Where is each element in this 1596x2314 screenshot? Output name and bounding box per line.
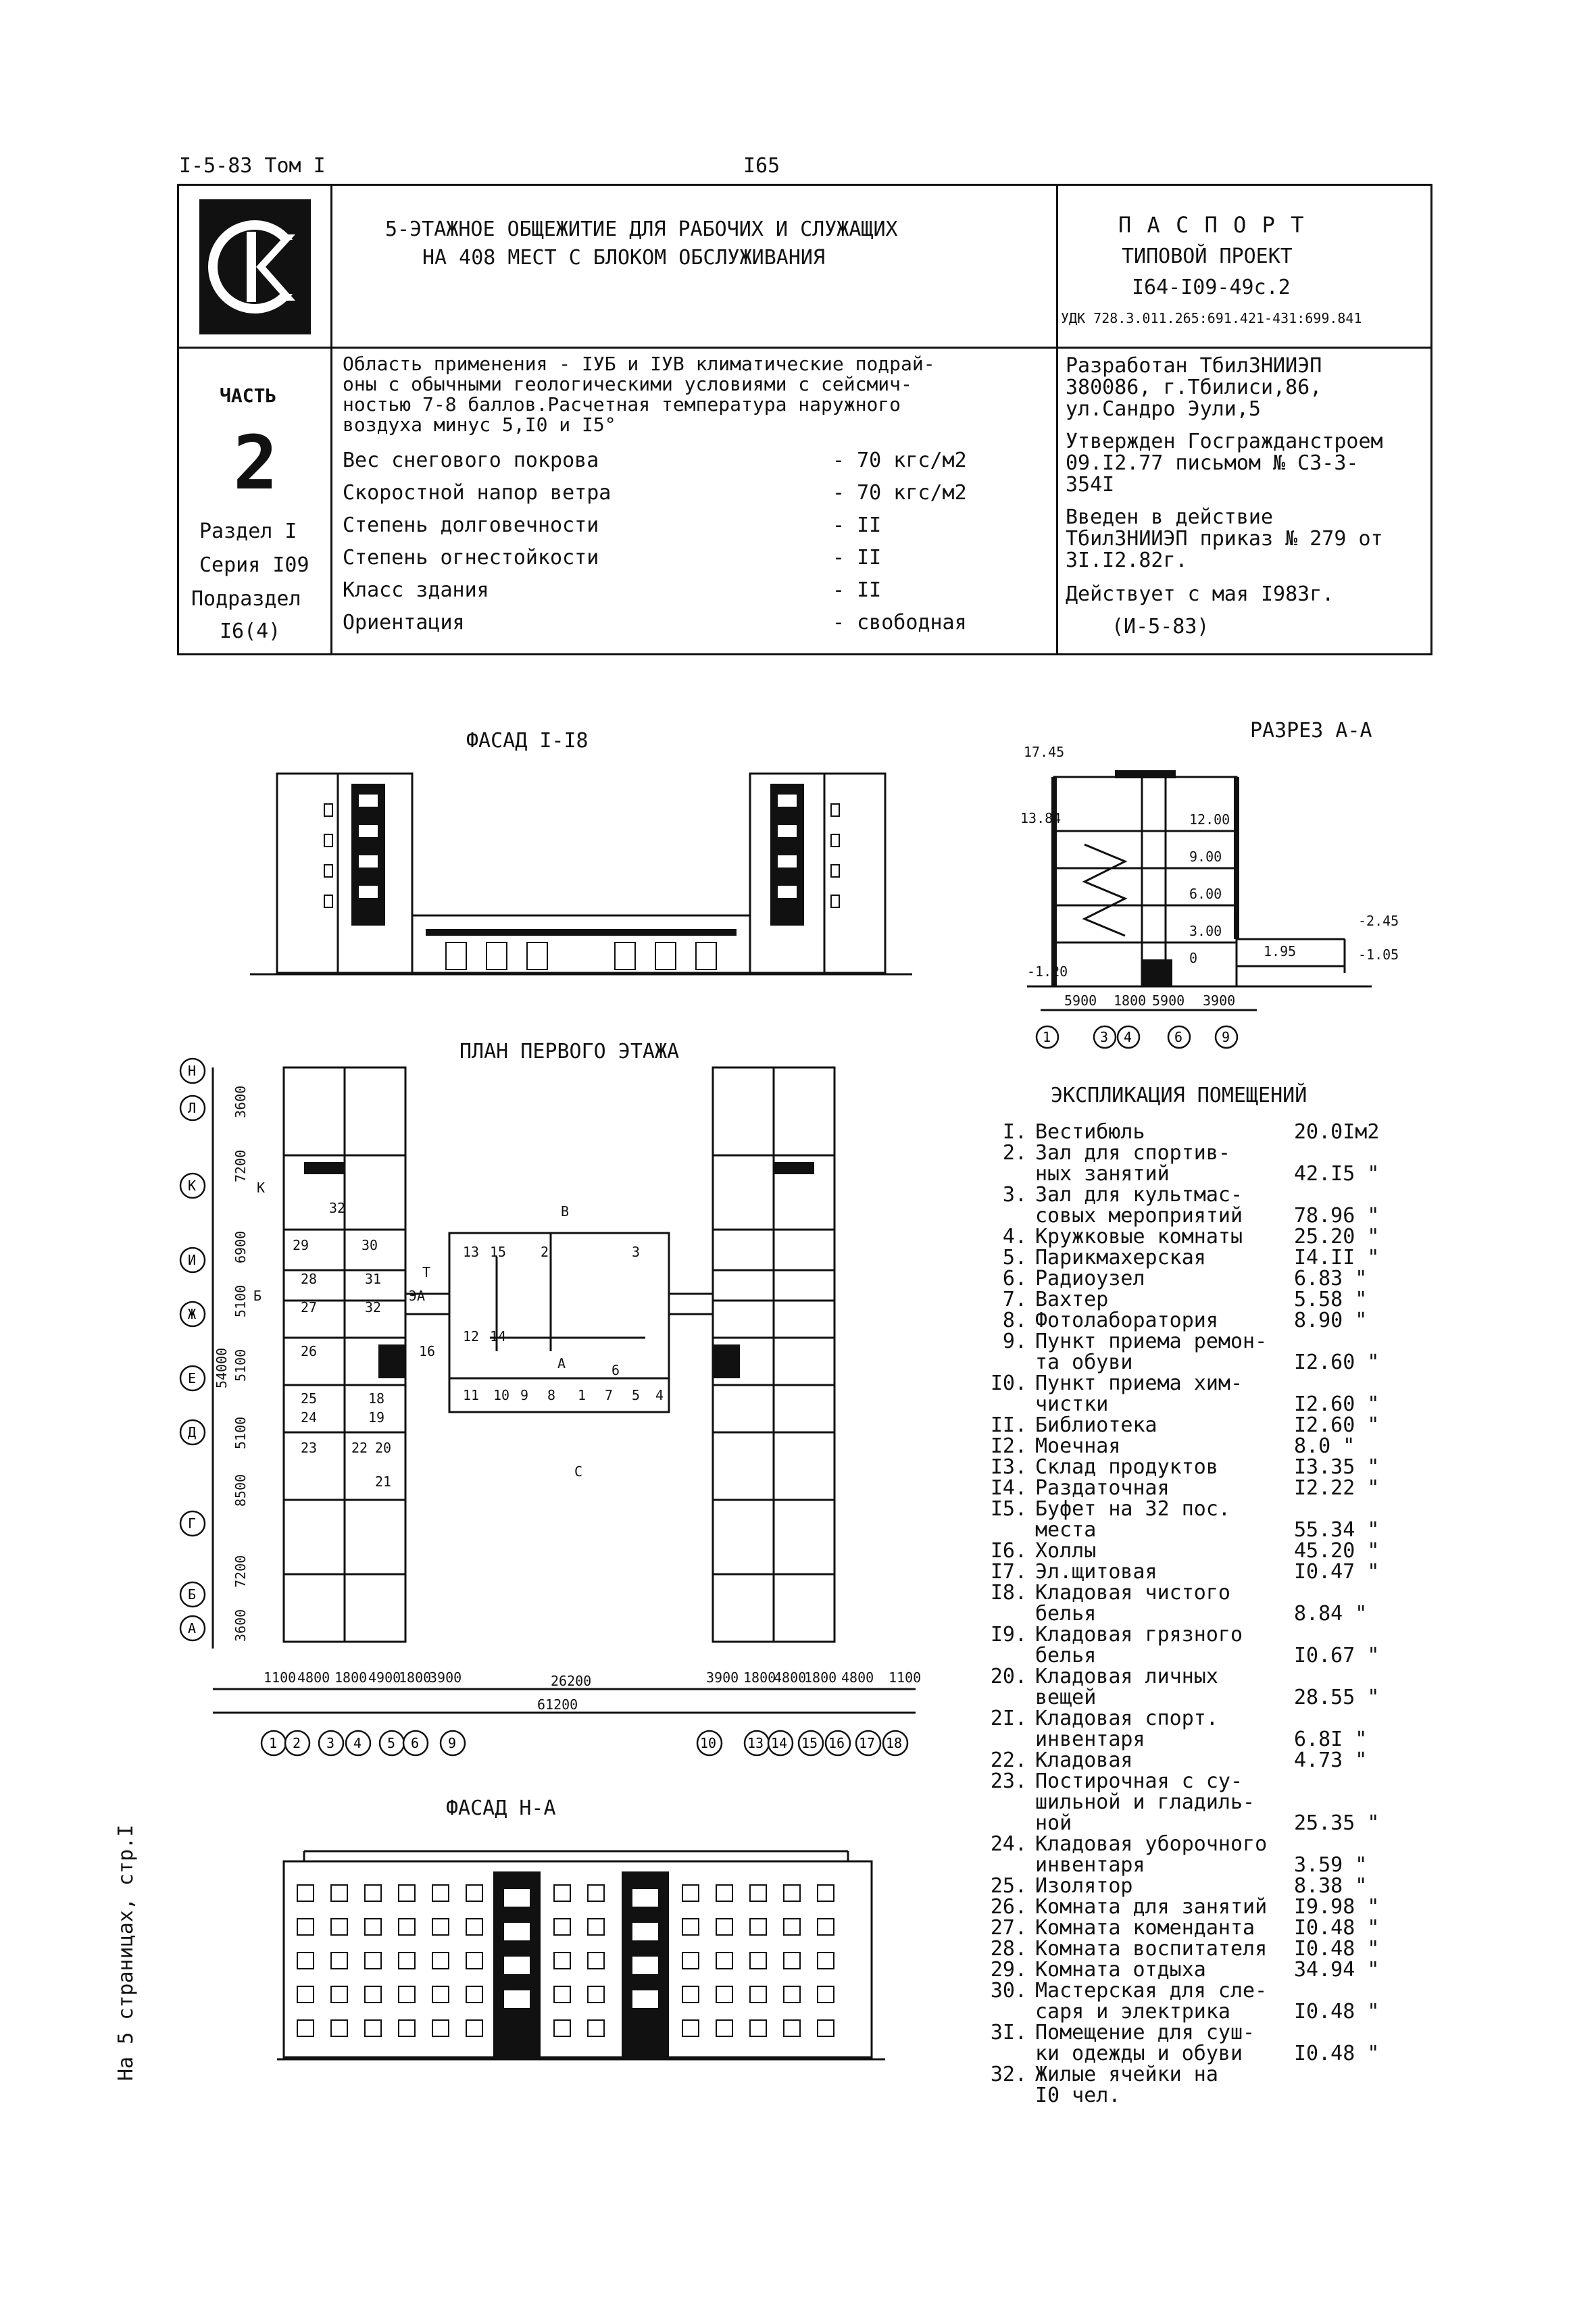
room-number: 16 [419, 1343, 436, 1359]
axis-label: 4 [1124, 1029, 1132, 1045]
plan-dim: 5100 [232, 1416, 249, 1449]
explication-name: Холлы [1035, 1539, 1097, 1563]
param-value: - II [832, 513, 882, 537]
explication-area: 3.59 " [1294, 1853, 1368, 1877]
explication-area: I9.98 " [1294, 1895, 1380, 1919]
explication-area: I0.67 " [1294, 1644, 1380, 1667]
plan-dim: 3600 [232, 1085, 249, 1118]
explication-name: Кружковые комнаты [1035, 1225, 1243, 1249]
section-dim: 5900 [1064, 992, 1097, 1009]
room-number: 7 [605, 1387, 614, 1403]
explication-name: места [1035, 1518, 1097, 1542]
explication-area: I2.60 " [1294, 1351, 1380, 1374]
explication-number: I7. [990, 1560, 1027, 1584]
explication-name: Склад продуктов [1035, 1455, 1218, 1479]
page-number: I65 [743, 154, 780, 178]
explication-area: I0.47 " [1294, 1560, 1380, 1584]
room-number: 19 [368, 1409, 385, 1426]
explication-name: Эл.щитовая [1035, 1560, 1157, 1584]
explication-area: 55.34 " [1294, 1518, 1380, 1542]
explication-number: 25. [990, 1874, 1027, 1898]
axis-label: Е [188, 1370, 197, 1386]
plan-dim: 4800 [774, 1669, 807, 1686]
explication-number: I8. [990, 1581, 1027, 1605]
plan-title: ПЛАН ПЕРВОГО ЭТАЖА [459, 1040, 680, 1063]
passport-heading: П А С П О Р Т [1118, 212, 1305, 238]
explication-name: Кладовая чистого [1035, 1581, 1230, 1605]
axis-label: 3 [326, 1735, 335, 1751]
introduced-line2: ТбилЗНИИЭП приказ № 279 от [1066, 527, 1383, 551]
approved-line2: 09.I2.77 письмом № СЗ-3- [1066, 451, 1359, 475]
explication-name: Зал для спортив- [1035, 1141, 1230, 1165]
explication-area: 25.20 " [1294, 1225, 1380, 1249]
explication-name: Комната для занятий [1035, 1895, 1268, 1919]
room-number: 3 [632, 1244, 641, 1260]
axis-label: Б [188, 1586, 197, 1603]
explication-name: Постирочная с су- [1035, 1769, 1243, 1793]
explication-name: Кладовая [1035, 1749, 1133, 1772]
facade-1-18-title: ФАСАД I-I8 [466, 729, 589, 753]
explication-area: 5.58 " [1294, 1288, 1368, 1311]
explication-name: шильной и гладиль- [1035, 1790, 1255, 1814]
plan-dim: 1100 [889, 1669, 922, 1686]
plan-dim: 5100 [232, 1284, 249, 1317]
explication-area: 4.73 " [1294, 1749, 1368, 1772]
document-code: I-5-83 Том I [179, 154, 326, 178]
explication-name: ной [1035, 1811, 1072, 1835]
param-value: - II [832, 546, 882, 570]
scope-line4: воздуха минус 5,I0 и I5° [343, 413, 616, 436]
explication-number: 27. [990, 1916, 1027, 1940]
room-number: 15 [490, 1244, 507, 1260]
developer-line3: ул.Сандро Эули,5 [1066, 397, 1261, 421]
room-label: Т [422, 1264, 431, 1280]
explication-number: I. [1002, 1120, 1027, 1144]
explication-number: 9. [1002, 1330, 1027, 1353]
explication-name: Буфет на 32 пос. [1035, 1497, 1230, 1521]
explication-name: I0 чел. [1035, 2084, 1121, 2107]
explication-name: совых мероприятий [1035, 1204, 1243, 1228]
section-dim: 3900 [1203, 992, 1236, 1009]
axis-label: 4 [353, 1735, 362, 1751]
section-mark: -2.45 [1358, 913, 1399, 929]
plan-dim: 8500 [232, 1474, 249, 1507]
explication-name: Моечная [1035, 1434, 1121, 1458]
section-mark: 6.00 [1189, 886, 1222, 902]
explication-area: 8.38 " [1294, 1874, 1368, 1898]
facade-n-a-drawing [277, 1844, 885, 2067]
param-name: Степень огнестойкости [343, 546, 599, 570]
explication-number: 4. [1002, 1225, 1027, 1249]
explication-name: Библиотека [1035, 1413, 1157, 1437]
room-label: А [557, 1355, 566, 1372]
plan-dim: 1800 [334, 1669, 368, 1686]
room-number: 20 [375, 1440, 392, 1456]
explication-name: вещей [1035, 1686, 1097, 1709]
first-floor-plan [172, 1054, 946, 1763]
section-dim: 5900 [1152, 992, 1185, 1009]
axis-label: 18 [886, 1735, 903, 1751]
axis-label: 6 [411, 1735, 420, 1751]
param-value: - свободная [832, 611, 967, 634]
axis-label: 16 [828, 1735, 845, 1751]
explication-name: Кладовая уборочного [1035, 1832, 1268, 1856]
param-value: - II [832, 578, 882, 602]
room-number: 26 [301, 1343, 318, 1359]
section-mark: 17.45 [1024, 744, 1065, 760]
explication-area: I2.22 " [1294, 1476, 1380, 1500]
part-label: ЧАСТЬ [220, 384, 277, 407]
explication-name: саря и электрика [1035, 2000, 1230, 2023]
explication-name: ных занятий [1035, 1162, 1170, 1186]
section-aa-drawing [1007, 743, 1412, 1054]
explication-name: Кладовая спорт. [1035, 1707, 1218, 1730]
axis-label: 6 [1174, 1029, 1183, 1045]
axis-label: Л [188, 1100, 197, 1116]
room-label: Б [253, 1288, 262, 1304]
explication-number: 5. [1002, 1246, 1027, 1269]
explication-number: I2. [990, 1434, 1027, 1458]
project-title-line2: НА 408 МЕСТ С БЛОКОМ ОБСЛУЖИВАНИЯ [422, 246, 826, 270]
explication-area: 8.84 " [1294, 1602, 1368, 1626]
room-number: 32 [329, 1200, 346, 1216]
plan-dim: 1100 [264, 1669, 297, 1686]
explication-number: 6. [1002, 1267, 1027, 1290]
ck-logo-icon [199, 199, 311, 334]
explication-name: Пункт приема ремон- [1035, 1330, 1268, 1353]
room-number: 28 [301, 1271, 318, 1287]
explication-number: 3I. [990, 2021, 1027, 2044]
room-label: С [574, 1463, 583, 1480]
introduced-line3: 3I.I2.82г. [1066, 549, 1188, 572]
axis-label: Г [188, 1515, 197, 1532]
explication-number: 2. [1002, 1141, 1027, 1165]
explication-title: ЭКСПЛИКАЦИЯ ПОМЕЩЕНИЙ [1051, 1084, 1307, 1107]
scope-line3: ностью 7-8 баллов.Расчетная температура наружного [343, 393, 901, 416]
explication-area: I4.II " [1294, 1246, 1380, 1269]
axis-label: 1 [1043, 1029, 1051, 1045]
approved-line3: 354I [1066, 473, 1115, 497]
introduced-line1: Введен в действие [1066, 505, 1274, 529]
explication-number: II. [990, 1413, 1027, 1437]
room-number: 13 [463, 1244, 480, 1260]
part-number: 2 [233, 420, 278, 506]
axis-label: 17 [859, 1735, 876, 1751]
code-label: (И-5-83) [1112, 615, 1210, 638]
plan-dim: 4800 [297, 1669, 330, 1686]
developer-line1: Разработан ТбилЗНИИЭП [1066, 354, 1322, 378]
explication-number: 22. [990, 1749, 1027, 1772]
explication-area: 45.20 " [1294, 1539, 1380, 1563]
explication-area: I0.48 " [1294, 1916, 1380, 1940]
explication-name: Кладовая личных [1035, 1665, 1218, 1688]
explication-name: ки одежды и обуви [1035, 2042, 1243, 2065]
axis-label: 9 [1222, 1029, 1230, 1045]
explication-name: Вахтер [1035, 1288, 1109, 1311]
param-name: Степень долговечности [343, 513, 599, 537]
room-number: 14 [490, 1328, 507, 1344]
explication-name: чистки [1035, 1392, 1109, 1416]
room-number: 10 [493, 1387, 510, 1403]
explication-number: I6. [990, 1539, 1027, 1563]
plan-dim: 1800 [804, 1669, 837, 1686]
room-number: 23 [301, 1440, 318, 1456]
room-number: 27 [301, 1299, 318, 1315]
plan-dim: 5100 [232, 1349, 249, 1382]
explication-area: 20.0Iм2 [1294, 1120, 1380, 1144]
facade-n-a-title: ФАСАД Н-А [446, 1796, 556, 1820]
plan-dim: 4900 [368, 1669, 401, 1686]
explication-name: Радиоузел [1035, 1267, 1145, 1290]
room-number: 22 [351, 1440, 368, 1456]
project-type: ТИПОВОЙ ПРОЕКТ [1122, 245, 1293, 268]
axis-label: 2 [293, 1735, 301, 1751]
explication-name: Зал для культмас- [1035, 1183, 1243, 1207]
explication-name: Жилые ячейки на [1035, 2063, 1218, 2086]
plan-dim: 1800 [399, 1669, 432, 1686]
passport-block [177, 184, 1432, 655]
plan-dim: 54000 [214, 1347, 230, 1388]
scope-line2: оны с обычными геологическими условиями с сейсмич- [343, 373, 912, 395]
plan-dim: 61200 [537, 1696, 578, 1713]
room-number: 11 [463, 1387, 480, 1403]
param-value: - 70 кгс/м2 [832, 449, 967, 472]
section-mark: 3.00 [1189, 923, 1222, 939]
room-number: 32 [365, 1299, 382, 1315]
approved-line1: Утвержден Госгражданстроем [1066, 430, 1383, 453]
axis-label: А [188, 1620, 197, 1636]
axis-label: 3 [1100, 1029, 1109, 1045]
room-number: 21 [375, 1474, 392, 1490]
explication-number: I9. [990, 1623, 1027, 1646]
explication-name: инвентаря [1035, 1728, 1145, 1751]
room-number: 5 [632, 1387, 641, 1403]
axis-label: 5 [387, 1735, 396, 1751]
explication-area: 6.8I " [1294, 1728, 1368, 1751]
room-label: ЭА [409, 1288, 426, 1304]
section-mark: 13.84 [1020, 810, 1062, 826]
plan-dim: 3900 [429, 1669, 462, 1686]
facade-1-18-drawing [250, 763, 912, 980]
room-number: 9 [520, 1387, 529, 1403]
plan-dim: 4800 [841, 1669, 874, 1686]
room-number: 31 [365, 1271, 382, 1287]
explication-name: Раздаточная [1035, 1476, 1170, 1500]
plan-dim: 1800 [743, 1669, 776, 1686]
explication-name: Комната коменданта [1035, 1916, 1255, 1940]
explication-number: I0. [990, 1372, 1027, 1395]
explication-area: 8.0 " [1294, 1434, 1355, 1458]
room-label: В [561, 1203, 570, 1219]
axis-label: 15 [801, 1735, 818, 1751]
explication-area: I0.48 " [1294, 2000, 1380, 2023]
section-dim: 1800 [1114, 992, 1147, 1009]
explication-number: I3. [990, 1455, 1027, 1479]
room-number: 12 [463, 1328, 480, 1344]
section-mark: 12.00 [1189, 811, 1230, 828]
pages-note: На 5 страницах, стр.I [114, 1824, 138, 2081]
project-title-line1: 5-ЭТАЖНОЕ ОБЩЕЖИТИЕ ДЛЯ РАБОЧИХ И СЛУЖАЩИХ [385, 218, 898, 241]
explication-name: Изолятор [1035, 1874, 1133, 1898]
explication-area: I3.35 " [1294, 1455, 1380, 1479]
room-number: 4 [655, 1387, 664, 1403]
room-number: 25 [301, 1390, 318, 1407]
explication-area: 34.94 " [1294, 1958, 1380, 1982]
axis-label: 1 [269, 1735, 278, 1751]
explication-name: Комната отдыха [1035, 1958, 1206, 1982]
axis-label: 13 [747, 1735, 764, 1751]
room-label: К [257, 1180, 266, 1196]
series-label: Серия I09 [199, 553, 309, 577]
room-number: 2 [541, 1244, 549, 1260]
plan-dim: 26200 [551, 1673, 592, 1689]
explication-area: I2.60 " [1294, 1392, 1380, 1416]
explication-number: 24. [990, 1832, 1027, 1856]
plan-dim: 7200 [232, 1149, 249, 1182]
explication-area: 42.I5 " [1294, 1162, 1380, 1186]
explication-number: 8. [1002, 1309, 1027, 1332]
explication-name: Помещение для суш- [1035, 2021, 1255, 2044]
room-number: 24 [301, 1409, 318, 1426]
scope-line1: Область применения - IУБ и IУВ климатические подрай- [343, 353, 935, 375]
explication-number: 23. [990, 1769, 1027, 1793]
room-number: 29 [293, 1237, 309, 1253]
room-number: 6 [612, 1362, 620, 1378]
explication-number: 28. [990, 1937, 1027, 1961]
explication-area: 78.96 " [1294, 1204, 1380, 1228]
section-label: Раздел I [199, 520, 297, 543]
section-mark: 1.95 [1264, 943, 1297, 959]
explication-name: Вестибюль [1035, 1120, 1145, 1144]
section-mark: -1.20 [1027, 963, 1068, 980]
room-number: 18 [368, 1390, 385, 1407]
explication-number: 32. [990, 2063, 1027, 2086]
explication-area: 25.35 " [1294, 1811, 1380, 1835]
subsection-label: Подраздел [191, 587, 301, 611]
axis-label: К [188, 1178, 197, 1194]
axis-label: Д [188, 1424, 197, 1440]
plan-dim: 7200 [232, 1555, 249, 1588]
project-number: I64-I09-49с.2 [1132, 276, 1291, 299]
param-name: Скоростной напор ветра [343, 481, 612, 505]
explication-name: Парикмахерская [1035, 1246, 1206, 1269]
section-mark: -1.05 [1358, 947, 1399, 963]
param-name: Класс здания [343, 578, 489, 602]
explication-number: 29. [990, 1958, 1027, 1982]
axis-label: Н [188, 1063, 197, 1079]
axis-label: 10 [700, 1735, 717, 1751]
explication-name: Кладовая грязного [1035, 1623, 1243, 1646]
subsection-value: I6(4) [220, 620, 281, 643]
explication-name: белья [1035, 1644, 1097, 1667]
plan-dim: 6900 [232, 1230, 249, 1263]
explication-area: I0.48 " [1294, 2042, 1380, 2065]
plan-dim: 3900 [706, 1669, 739, 1686]
param-value: - 70 кгс/м2 [832, 481, 967, 505]
explication-area: 28.55 " [1294, 1686, 1380, 1709]
section-mark: 9.00 [1189, 849, 1222, 865]
developer-line2: 380086, г.Тбилиси,86, [1066, 376, 1322, 399]
explication-number: 7. [1002, 1288, 1027, 1311]
explication-number: 3. [1002, 1183, 1027, 1207]
explication-number: I5. [990, 1497, 1027, 1521]
param-name: Вес снегового покрова [343, 449, 599, 472]
explication-number: 26. [990, 1895, 1027, 1919]
explication-list [980, 1122, 1412, 2148]
explication-area: 8.90 " [1294, 1309, 1368, 1332]
section-mark: 0 [1189, 950, 1198, 966]
explication-area: I2.60 " [1294, 1413, 1380, 1437]
explication-area: 6.83 " [1294, 1267, 1368, 1290]
explication-number: 2I. [990, 1707, 1027, 1730]
explication-number: 30. [990, 1979, 1027, 2003]
explication-name: Пункт приема хим- [1035, 1372, 1243, 1395]
axis-label: Ж [188, 1306, 197, 1322]
explication-name: белья [1035, 1602, 1097, 1626]
explication-number: 20. [990, 1665, 1027, 1688]
explication-name: инвентаря [1035, 1853, 1145, 1877]
explication-name: Фотолаборатория [1035, 1309, 1218, 1332]
axis-label: 14 [771, 1735, 788, 1751]
explication-name: Комната воспитателя [1035, 1937, 1268, 1961]
room-number: 1 [578, 1387, 587, 1403]
param-name: Ориентация [343, 611, 465, 634]
room-number: 8 [547, 1387, 556, 1403]
plan-dim: 3600 [232, 1609, 249, 1642]
valid-from: Действует с мая I983г. [1066, 582, 1335, 606]
axis-label: 9 [448, 1735, 457, 1751]
explication-name: та обуви [1035, 1351, 1133, 1374]
section-aa-title: РАЗРЕЗ А-А [1250, 719, 1372, 743]
explication-area: I0.48 " [1294, 1937, 1380, 1961]
room-number: 30 [361, 1237, 378, 1253]
axis-label: И [188, 1252, 197, 1268]
explication-number: I4. [990, 1476, 1027, 1500]
udc-code: УДК 728.3.011.265:691.421-431:699.841 [1061, 310, 1362, 326]
explication-name: Мастерская для сле- [1035, 1979, 1268, 2003]
